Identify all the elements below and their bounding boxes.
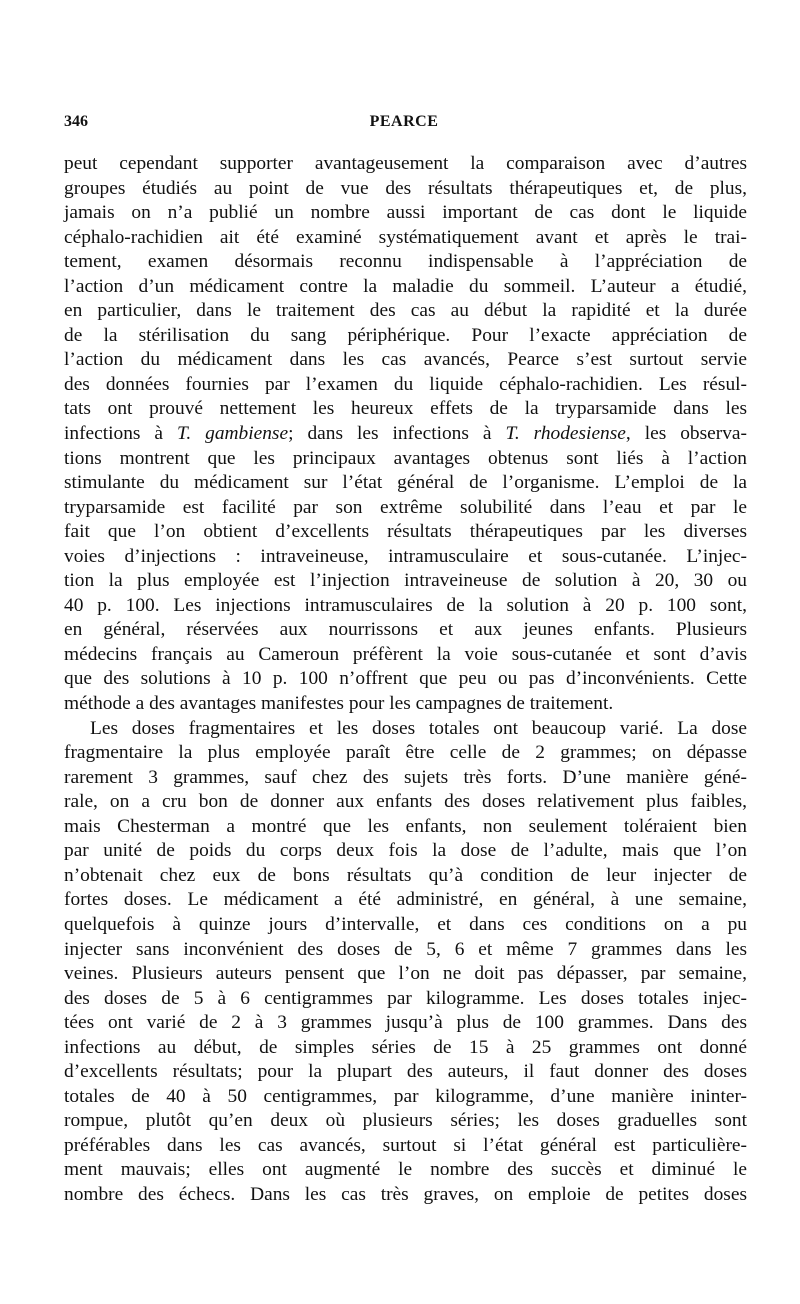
text-line: rompue, plutôt qu’en deux où plusieurs séries; les doses graduelles sont xyxy=(64,1110,747,1132)
text-line: nombre des échecs. Dans les cas très graves, on emploie de petites doses xyxy=(64,1183,747,1205)
text-line: des doses de 5 à 6 centigrammes par kilogramme. Les doses totales injec- xyxy=(64,987,747,1009)
text-line: préférables dans les cas avancés, surtout si l’état général est particulière- xyxy=(64,1134,747,1156)
text-line: de la stérilisation du sang périphérique. Pour l’exacte appréciation de xyxy=(64,324,747,346)
text-line: médecins français au Cameroun préfèrent la voie sous-cutanée et sont d’avis xyxy=(64,643,747,665)
text-line: infections à T. gambiense; dans les infections à T. rhodesiense, les observa- xyxy=(64,423,747,445)
text-line: stimulante du médicament sur l’état général de l’organisme. L’emploi de la xyxy=(64,472,747,494)
text-line: tryparsamide est facilité par son extrême solubilité dans l’eau et par le xyxy=(64,496,747,518)
text-line: tion la plus employée est l’injection intraveineuse de solution à 20, 30 ou xyxy=(64,570,747,592)
text-line: voies d’injections : intraveineuse, intramusculaire et sous-cutanée. L’injec- xyxy=(64,545,747,567)
text-line: que des solutions à 10 p. 100 n’offrent que peu ou pas d’inconvénients. Cette xyxy=(64,668,747,690)
text-line: méthode a des avantages manifestes pour les campagnes de traitement. xyxy=(64,693,614,715)
page-header xyxy=(64,113,744,137)
text-line: rarement 3 grammes, sauf chez des sujets très forts. D’une manière géné- xyxy=(64,766,747,788)
text-line: l’action d’un médicament contre la maladie du sommeil. L’auteur a étudié, xyxy=(64,275,747,297)
text-line: ment mauvais; elles ont augmenté le nombre des succès et diminué le xyxy=(64,1159,747,1181)
text-line: tions montrent que les principaux avantages obtenus sont liés à l’action xyxy=(64,447,747,469)
text-line: rale, on a cru bon de donner aux enfants des doses relativement plus faibles, xyxy=(64,791,747,813)
running-title: PEARCE xyxy=(369,113,439,130)
text-line: totales de 40 à 50 centigrammes, par kilogramme, d’une manière ininter- xyxy=(64,1085,747,1107)
text-line: peut cependant supporter avantageusement la comparaison avec d’autres xyxy=(64,153,747,174)
text-line: céphalo-rachidien ait été examiné systématiquement avant et après le trai- xyxy=(64,226,747,248)
text-line: en général, réservées aux nourrissons et aux jeunes enfants. Plusieurs xyxy=(64,619,747,641)
text-line: d’excellents résultats; pour la plupart des auteurs, il faut donner des doses xyxy=(64,1061,747,1083)
text-line: Les doses fragmentaires et les doses totales ont beaucoup varié. La dose xyxy=(90,717,747,739)
text-line: l’action du médicament dans les cas avancés, Pearce s’est surtout servie xyxy=(64,349,747,371)
text-line: fragmentaire la plus employée paraît être celle de 2 grammes; on dépasse xyxy=(64,742,747,764)
text-line: tats ont prouvé nettement les heureux effets de la tryparsamide dans les xyxy=(64,398,747,420)
body-text xyxy=(64,152,747,1208)
text-line: fait que l’on obtient d’excellents résultats thérapeutiques par les diverses xyxy=(64,521,747,543)
text-line: tées ont varié de 2 à 3 grammes jusqu’à plus de 100 grammes. Dans des xyxy=(64,1012,747,1034)
text-line: par unité de poids du corps deux fois la dose de l’adulte, mais que l’on xyxy=(64,840,747,862)
text-line: veines. Plusieurs auteurs pensent que l’on ne doit pas dépasser, par semaine, xyxy=(64,963,747,985)
text-line: fortes doses. Le médicament a été administré, en général, à une semaine, xyxy=(64,889,747,911)
text-line: jamais on n’a publié un nombre aussi important de cas dont le liquide xyxy=(64,202,747,224)
text-line: quelquefois à quinze jours d’intervalle, et dans ces conditions on a pu xyxy=(64,913,747,935)
text-line: en particulier, dans le traitement des cas au début la rapidité et la durée xyxy=(64,300,747,322)
text-line: des données fournies par l’examen du liquide céphalo-rachidien. Les résul- xyxy=(64,373,747,395)
text-line: injecter sans inconvénient des doses de 5, 6 et même 7 grammes dans les xyxy=(64,938,747,960)
text-line: groupes étudiés au point de vue des résultats thérapeutiques et, de plus, xyxy=(64,177,747,199)
text-line: tement, examen désormais reconnu indispensable à l’appréciation de xyxy=(64,251,747,273)
text-line: mais Chesterman a montré que les enfants, non seulement toléraient bien xyxy=(64,815,747,837)
page-number: 346 xyxy=(64,113,88,130)
text-line: n’obtenait chez eux de bons résultats qu’à condition de leur injecter de xyxy=(64,864,747,886)
text-line: infections au début, de simples séries de 15 à 25 grammes ont donné xyxy=(64,1036,747,1058)
text-line: 40 p. 100. Les injections intramusculaires de la solution à 20 p. 100 sont, xyxy=(64,594,747,616)
